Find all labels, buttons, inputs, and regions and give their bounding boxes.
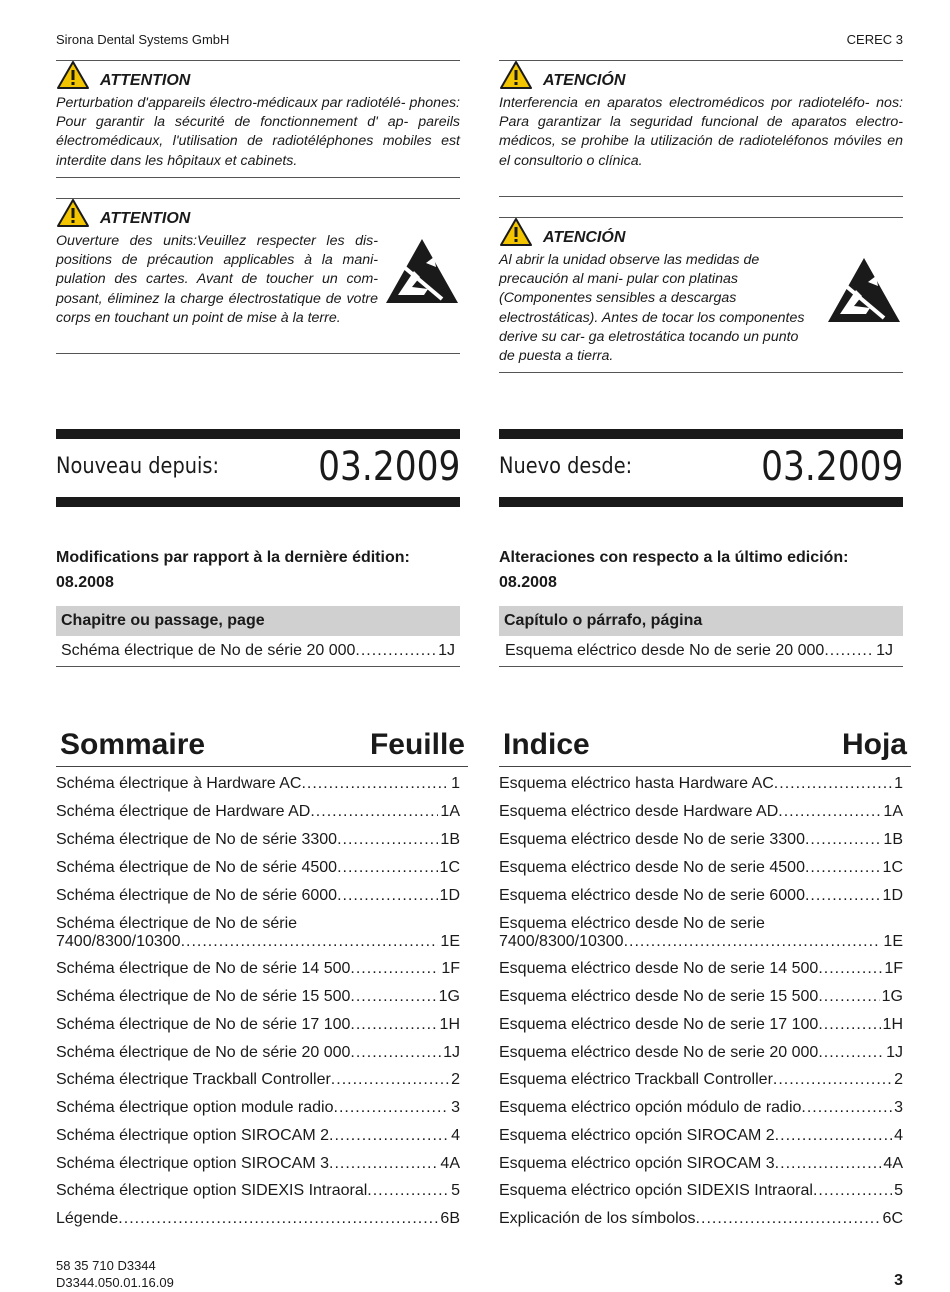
toc-entry[interactable]	[56, 988, 460, 1006]
dot-leader	[350, 960, 439, 978]
toc-entry-page: 5	[894, 1182, 903, 1199]
toc-entry[interactable]	[56, 1071, 460, 1089]
divider	[499, 766, 911, 767]
toc-entry[interactable]	[56, 887, 460, 905]
toc-entry[interactable]	[499, 1071, 903, 1089]
toc-entry-label: Schéma électrique de No de série 3300	[56, 831, 338, 848]
toc-entry-label: 7400/8300/10300	[499, 933, 624, 950]
warning-text: Ouverture des units:Veuillez respecter les dis- positions de précaution applicables à la mani- pulation des cartes. Avant de toucher un com- posant, éliminez la charge électrostatique de votre corps en touchant un point de mise à la terre.	[56, 233, 378, 326]
toc-entry-page: 1F	[884, 960, 903, 977]
toc-entry-label: Esquema eléctrico desde No de serie 6000	[499, 887, 805, 904]
warning-text: Al abrir la unidad observe las medidas de precaución al mani- pular con platinas (Componentes sensibles a descargas electrostáticas). Antes de tocar los componentes derive su car- ga eletrostática tocando un punto de puesta a tierra.	[499, 252, 805, 365]
toc-entry[interactable]	[499, 803, 903, 821]
toc-entry[interactable]	[56, 775, 460, 793]
divider	[56, 177, 460, 178]
warning-title: ATENCIÓN	[543, 229, 626, 246]
toc-entry-label: Esquema eléctrico opción SIROCAM 2	[499, 1127, 775, 1144]
toc-entry-label: Schéma électrique option SIROCAM 3	[56, 1155, 330, 1172]
toc-entry-label: Esquema eléctrico desde No de serie 14 500	[499, 960, 819, 977]
toc-entry-page: 1D	[439, 887, 460, 904]
warning-title: ATTENTION	[100, 210, 191, 227]
toc-entry[interactable]	[56, 1182, 460, 1200]
new-since-date: 03.2009	[760, 444, 903, 490]
divider	[56, 766, 468, 767]
toc-entry-label: Schéma électrique Trackball Controller	[56, 1071, 331, 1088]
toc-entry-page: 1C	[439, 859, 460, 876]
toc-entry[interactable]	[499, 1210, 903, 1228]
dot-leader	[696, 1210, 881, 1228]
dot-leader	[334, 1099, 450, 1117]
toc-entry[interactable]	[499, 1016, 903, 1034]
divider	[56, 353, 460, 354]
dot-leader	[805, 859, 881, 877]
toc-entry-page: 6C	[882, 1210, 903, 1227]
toc-entry-label: Esquema eléctrico desde No de serie	[499, 915, 765, 932]
toc-entry-label: Schéma électrique de No de série 4500	[56, 859, 338, 876]
warning-text: Perturbation d'appareils électro-médicaux par radiotélé- phones: Pour garantir la sécurité de fonctionnement d' ap- pareils électromédicaux, l'utilisation de radiotéléphones mobiles est interdite dans les hôpitaux et cabinets.	[56, 95, 460, 169]
dot-leader	[778, 803, 881, 821]
toc-entry-page: 1F	[441, 960, 460, 977]
toc-entry-label: Esquema eléctrico desde No de serie 3300	[499, 831, 805, 848]
new-since-label: Nuevo desde:	[499, 454, 633, 479]
toc-entry[interactable]	[499, 1182, 903, 1200]
toc-entry-page: 6B	[440, 1210, 460, 1227]
dot-leader	[775, 1155, 882, 1173]
toc-entry-page: 1H	[882, 1016, 903, 1033]
toc-entry[interactable]	[499, 831, 903, 849]
toc-entry-label: Schéma électrique option module radio	[56, 1099, 334, 1116]
warning-title: ATTENTION	[100, 72, 191, 89]
dot-leader	[331, 1071, 449, 1089]
toc-entry-label: Schéma électrique option SIDEXIS Intraoral	[56, 1182, 368, 1199]
toc-entry-page: 1A	[883, 803, 903, 820]
toc-entry-label: 7400/8300/10300	[56, 933, 181, 950]
dot-leader	[818, 1044, 884, 1062]
changes-table-header: Chapitre ou passage, page	[56, 606, 460, 636]
toc-entry[interactable]	[499, 988, 903, 1006]
toc-entry-label: Esquema eléctrico Trackball Controller	[499, 1071, 773, 1088]
dot-leader	[329, 1127, 449, 1145]
toc-entry[interactable]	[56, 1016, 460, 1034]
toc-entry-page: 1E	[883, 933, 903, 950]
toc-entry-page: 4	[451, 1127, 460, 1144]
dot-leader	[337, 859, 437, 877]
dot-leader	[773, 1071, 892, 1089]
dot-leader	[367, 1182, 449, 1200]
toc-entry[interactable]	[56, 1099, 460, 1117]
dot-leader	[118, 1210, 438, 1228]
changes-table-header: Capítulo o párrafo, página	[499, 606, 903, 636]
toc-entry-label: Schéma électrique de Hardware AD	[56, 803, 311, 820]
thick-rule	[56, 429, 460, 439]
toc-entry-page: 4A	[440, 1155, 460, 1172]
toc-sheet-label: Hoja	[841, 728, 907, 761]
dot-leader	[310, 803, 438, 821]
toc-entry-label: Schéma électrique de No de série 17 100	[56, 1016, 351, 1033]
toc-title: Indice	[503, 728, 590, 761]
toc-entry-page: 1A	[440, 803, 460, 820]
toc-entry[interactable]	[56, 960, 460, 978]
toc-title: Sommaire	[60, 728, 206, 761]
dot-leader	[350, 988, 436, 1006]
changes-table-row: Esquema eléctrico desde No de serie 20 000 ..... 1J	[505, 642, 893, 660]
dot-leader	[818, 1016, 880, 1034]
toc-entry-label: Schéma électrique de No de série 6000	[56, 887, 338, 904]
dot-leader	[775, 1127, 892, 1145]
toc-entry-page: 1J	[443, 1044, 460, 1061]
toc-entry[interactable]	[499, 960, 903, 978]
toc-entry[interactable]	[499, 1099, 903, 1117]
dot-leader	[337, 831, 438, 849]
toc-entry-label: Esquema eléctrico opción módulo de radio	[499, 1099, 802, 1116]
toc-entry-label: Esquema eléctrico desde No de serie 17 100	[499, 1016, 819, 1033]
divider	[499, 372, 903, 373]
toc-entry[interactable]	[56, 831, 460, 849]
toc-entry[interactable]	[56, 1210, 460, 1228]
toc-entry-page: 1G	[881, 988, 903, 1005]
dot-leader	[301, 775, 449, 793]
toc-entry-label: Esquema eléctrico opción SIROCAM 3	[499, 1155, 775, 1172]
toc-entry-page: 2	[451, 1071, 460, 1088]
dot-leader	[350, 1044, 441, 1062]
toc-entry-page: 3	[894, 1099, 903, 1116]
toc-entry-label: Esquema eléctrico hasta Hardware AC	[499, 775, 774, 792]
warning-triangle-icon	[499, 60, 533, 90]
toc-entry[interactable]	[56, 915, 460, 951]
dot-leader	[801, 1099, 892, 1117]
toc-entry[interactable]	[56, 803, 460, 821]
toc-entry-label: Schéma électrique de No de série 15 500	[56, 988, 351, 1005]
esd-sensitive-icon	[384, 237, 460, 305]
toc-entry-label: Schéma électrique à Hardware AC	[56, 775, 302, 792]
dot-leader	[181, 933, 439, 951]
dot-leader	[818, 960, 882, 978]
toc-entry[interactable]	[499, 887, 903, 905]
dot-leader	[805, 831, 881, 849]
new-since-date: 03.2009	[317, 444, 460, 490]
toc-entry-label: Schéma électrique option SIROCAM 2	[56, 1127, 330, 1144]
toc-entry-label: Schéma électrique de No de série 20 000	[56, 1044, 351, 1061]
toc-entry[interactable]	[499, 1044, 903, 1062]
toc-entry-label: Esquema eléctrico desde No de serie 20 000	[499, 1044, 819, 1061]
toc-sheet-label: Feuille	[369, 728, 465, 761]
toc-entry[interactable]	[56, 1127, 460, 1145]
esd-sensitive-icon	[826, 256, 902, 324]
toc-entry-label: Esquema eléctrico opción SIDEXIS Intraoral	[499, 1182, 813, 1199]
toc-entry[interactable]	[499, 915, 903, 951]
toc-entry[interactable]	[56, 859, 460, 877]
toc-entry-label: Schéma électrique de No de série 14 500	[56, 960, 351, 977]
warning-header	[56, 198, 190, 228]
dot-leader	[337, 887, 437, 905]
dot-leader	[805, 887, 881, 905]
new-since-label: Nouveau depuis:	[56, 454, 220, 479]
dot-leader	[329, 1155, 438, 1173]
warning-triangle-icon	[56, 198, 90, 228]
toc-entry-page: 1E	[440, 933, 460, 950]
divider	[499, 666, 903, 667]
dot-leader	[350, 1016, 437, 1034]
toc-entry-label: Schéma électrique de No de série	[56, 915, 298, 932]
warning-title: ATENCIÓN	[543, 72, 626, 89]
toc-entry-page: 1B	[883, 831, 903, 848]
toc-entry-label: Esquema eléctrico desde No de serie 4500	[499, 859, 805, 876]
modifications-title: Alteraciones con respecto a la último edición: 08.2008	[499, 549, 849, 591]
changes-table-row: Schéma électrique de No de série 20 000 ..... 1J	[61, 642, 455, 660]
toc-entry-page: 1J	[886, 1044, 903, 1061]
thick-rule	[56, 497, 460, 507]
divider	[56, 666, 460, 667]
warning-header	[499, 217, 625, 247]
toc-entry[interactable]	[56, 1044, 460, 1062]
toc-entry-page: 2	[894, 1071, 903, 1088]
toc-entry-page: 1	[451, 775, 460, 792]
warning-triangle-icon	[56, 60, 90, 90]
thick-rule	[499, 429, 903, 439]
toc-entry-label: Explicación de los símbolos	[499, 1210, 696, 1227]
toc-entry[interactable]	[499, 775, 903, 793]
warning-text: Interferencia en aparatos electromédicos por radioteléfo- nos: Para garantizar la seguridad funcional de aparatos electro- médicos, se prohibe la utilización de radioteléfonos móviles en el consultorio o clínica.	[499, 95, 903, 169]
toc-entry-page: 4A	[883, 1155, 903, 1172]
toc-entry-label: Légende	[56, 1210, 119, 1227]
toc-entry[interactable]	[499, 859, 903, 877]
modifications-title: Modifications par rapport à la dernière édition: 08.2008	[56, 549, 410, 591]
company-name: Sirona Dental Systems GmbH	[56, 32, 230, 47]
warning-header	[56, 60, 190, 90]
toc-entry-page: 1	[894, 775, 903, 792]
document-number: 58 35 710 D3344 D3344.050.01.16.09	[56, 1258, 174, 1290]
toc-entry-page: 1D	[882, 887, 903, 904]
toc-entry-page: 1B	[440, 831, 460, 848]
warning-header	[499, 60, 625, 90]
toc-entry[interactable]	[499, 1127, 903, 1145]
thick-rule	[499, 497, 903, 507]
toc-entry-label: Esquema eléctrico desde Hardware AD	[499, 803, 779, 820]
toc-entry-page: 4	[894, 1127, 903, 1144]
toc-entry-page: 3	[451, 1099, 460, 1116]
toc-entry-page: 1C	[882, 859, 903, 876]
product-name: CEREC 3	[846, 32, 903, 47]
warning-triangle-icon	[499, 217, 533, 247]
page-number: 3	[894, 1272, 903, 1289]
toc-entry-label: Esquema eléctrico desde No de serie 15 500	[499, 988, 819, 1005]
toc-entry-page: 1H	[439, 1016, 460, 1033]
divider	[499, 196, 903, 197]
dot-leader	[813, 1182, 892, 1200]
dot-leader	[774, 775, 892, 793]
dot-leader	[818, 988, 879, 1006]
dot-leader	[624, 933, 882, 951]
toc-entry[interactable]	[499, 1155, 903, 1173]
toc-entry-page: 5	[451, 1182, 460, 1199]
toc-entry-page: 1G	[438, 988, 460, 1005]
toc-entry[interactable]	[56, 1155, 460, 1173]
